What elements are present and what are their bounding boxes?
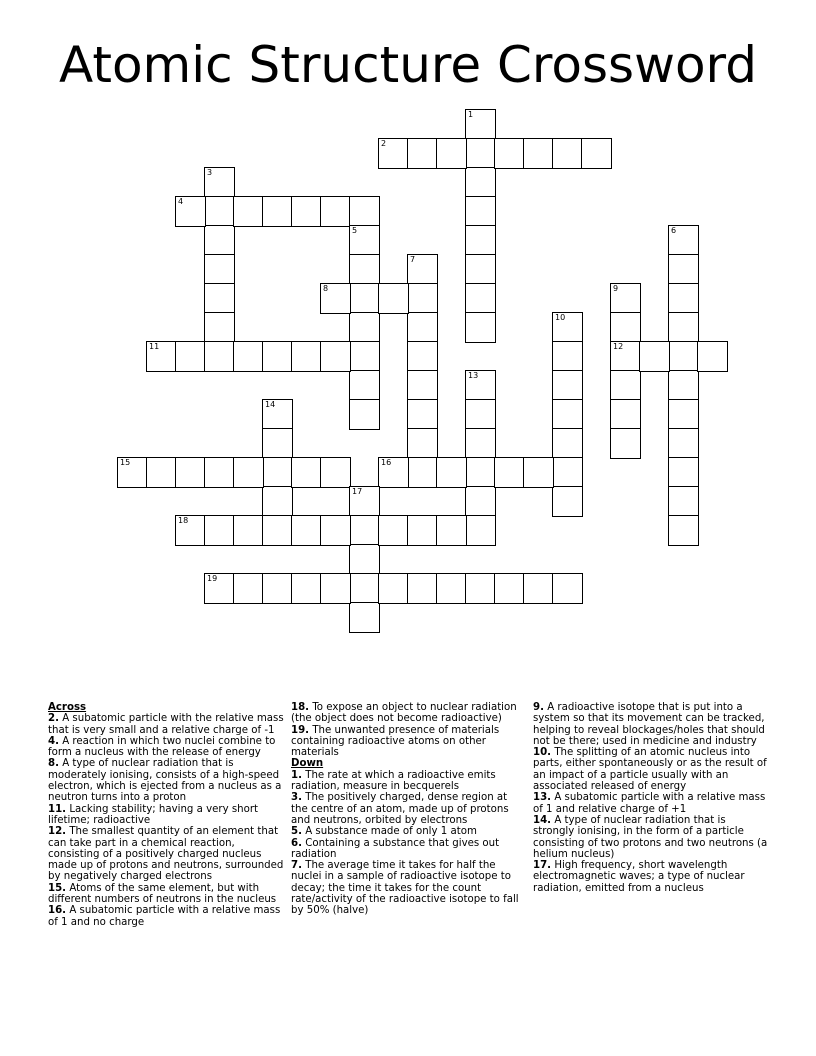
grid-cell[interactable] [668,457,699,488]
clue-item-number: 6. [291,837,302,849]
grid-cell[interactable] [204,283,235,314]
clue-item [291,702,527,725]
clue-number: 3 [207,168,213,177]
grid-cell[interactable] [233,515,264,546]
grid-cell[interactable] [465,138,496,169]
grid-cell[interactable] [668,486,699,517]
clue-item-number: 10. [533,747,552,759]
clue-number: 10 [555,313,566,322]
grid-cell[interactable] [320,283,351,314]
clue-item [533,747,769,792]
grid-cell[interactable] [407,370,438,401]
across-clue-list-continued [291,702,527,758]
grid-cell[interactable] [436,515,467,546]
grid-cell[interactable] [407,428,438,459]
grid-cell[interactable] [262,341,293,372]
grid-cell[interactable] [233,196,264,227]
grid-cell[interactable] [349,544,380,575]
clue-item-text: A subatomic particle with a relative mass of 1 and relative charge of +1 [533,792,766,815]
clue-number: 17 [352,487,363,496]
clue-item-number: 15. [48,882,67,894]
grid-cell[interactable] [204,225,235,256]
clue-item [291,770,527,793]
grid-cell[interactable] [465,428,496,459]
clue-item-number: 5. [291,826,302,838]
clue-number: 5 [352,226,358,235]
clue-number: 1 [468,110,474,119]
clue-item-text: The positively charged, dense region at the centre of an atom, made up of protons and neutrons, orbited by electrons [291,792,509,826]
grid-cell[interactable] [146,341,177,372]
clue-item [48,736,284,759]
grid-cell[interactable] [610,399,641,430]
down-clue-list [291,770,527,917]
clue-item [533,860,769,894]
grid-cell[interactable] [668,515,699,546]
clue-item [291,826,527,837]
grid-cell[interactable] [668,312,699,343]
grid-cell[interactable] [465,573,496,604]
grid-cell[interactable] [175,341,206,372]
grid-cell[interactable] [262,457,293,488]
clue-item-text: Lacking stability; having a very short lifetime; radioactive [48,803,259,826]
grid-cell[interactable] [291,515,322,546]
clue-item [48,905,284,928]
grid-cell[interactable] [581,138,612,169]
grid-cell[interactable] [465,486,496,517]
grid-cell[interactable] [204,167,235,198]
grid-cell[interactable] [175,196,206,227]
clue-item-number: 9. [533,702,544,713]
clue-item-text: A substance made of only 1 atom [305,826,477,838]
clue-item [291,838,527,861]
clue-item [291,792,527,826]
clue-item-text: Containing a substance that gives out radiation [291,837,500,860]
grid-cell[interactable] [349,283,380,314]
grid-cell[interactable] [349,602,380,633]
grid-cell[interactable] [552,138,583,169]
clue-number: 7 [410,255,416,264]
grid-cell[interactable] [668,428,699,459]
clue-number: 8 [323,284,329,293]
clue-item-text: The average time it takes for half the nuclei in a sample of radioactive isotope to decay; the time it takes for the count rate/activity of the radioactive isotope to fall by 50% (halve) [291,860,519,917]
grid-cell[interactable] [262,196,293,227]
grid-cell[interactable] [378,573,409,604]
grid-cell[interactable] [291,341,322,372]
grid-cell[interactable] [117,457,148,488]
clue-item [48,883,284,906]
grid-cell[interactable] [465,167,496,198]
clue-column-1 [48,702,284,928]
grid-cell[interactable] [262,486,293,517]
grid-cell[interactable] [349,254,380,285]
grid-cell[interactable] [378,283,409,314]
clue-item-text: A radioactive isotope that is put into a system so that its movement can be tracked, helping to reveal blockages/holes that should not be there; used in medicine and industry [533,702,765,747]
grid-cell[interactable] [233,573,264,604]
grid-cell[interactable] [407,399,438,430]
grid-cell[interactable] [291,196,322,227]
clue-item-number: 14. [533,814,552,826]
grid-cell[interactable] [262,573,293,604]
clue-item-number: 1. [291,769,302,781]
grid-cell[interactable] [146,457,177,488]
clue-column-2 [291,702,527,917]
clue-item-text: Atoms of the same element, but with different numbers of neutrons in the nucleus [48,882,277,906]
grid-cell[interactable] [320,341,351,372]
clue-number: 19 [207,574,218,583]
grid-cell[interactable] [610,283,641,314]
grid-cell[interactable] [349,399,380,430]
clue-item-number: 19. [291,724,310,736]
across-clue-list [48,713,284,928]
grid-cell[interactable] [407,283,438,314]
grid-cell[interactable] [465,399,496,430]
grid-cell[interactable] [407,312,438,343]
grid-cell[interactable] [204,196,235,227]
grid-cell[interactable] [175,515,206,546]
clue-item [48,804,284,827]
grid-cell[interactable] [320,196,351,227]
grid-cell[interactable] [349,370,380,401]
clue-number: 9 [613,284,619,293]
grid-cell[interactable] [407,515,438,546]
grid-cell[interactable] [407,573,438,604]
grid-cell[interactable] [204,515,235,546]
grid-cell[interactable] [668,254,699,285]
grid-cell[interactable] [262,515,293,546]
grid-cell[interactable] [697,341,728,372]
clue-item-number: 3. [291,792,302,804]
grid-cell[interactable] [233,341,264,372]
page-title: Atomic Structure Crossword [59,36,757,94]
grid-cell[interactable] [668,225,699,256]
clue-number: 14 [265,400,276,409]
grid-cell[interactable] [552,457,583,488]
grid-cell[interactable] [436,457,467,488]
clue-item [291,725,527,759]
across-heading: Across [48,702,87,713]
grid-cell[interactable] [436,573,467,604]
clue-number: 2 [381,139,387,148]
grid-cell[interactable] [320,573,351,604]
grid-cell[interactable] [465,312,496,343]
grid-cell[interactable] [610,370,641,401]
grid-cell[interactable] [349,486,380,517]
grid-cell[interactable] [465,515,496,546]
grid-cell[interactable] [552,428,583,459]
grid-cell[interactable] [407,457,438,488]
grid-cell[interactable] [378,515,409,546]
clue-item [48,713,284,736]
grid-cell[interactable] [668,283,699,314]
clue-item-text: A type of nuclear radiation that is moderately ionising, consists of a high-speed electron, which is ejected from a nucleus as a neutron turns into a proton [48,758,282,804]
clue-number: 16 [381,458,392,467]
clue-item-text: High frequency, short wavelength electromagnetic waves; a type of nuclear radiation, emitted from a nucleus [533,860,745,894]
grid-cell[interactable] [494,573,525,604]
clue-number: 13 [468,371,479,380]
clue-item [48,758,284,803]
grid-cell[interactable] [233,457,264,488]
grid-cell[interactable] [523,573,554,604]
grid-cell[interactable] [378,457,409,488]
grid-cell[interactable] [175,457,206,488]
grid-cell[interactable] [639,341,670,372]
clue-item-number: 2. [48,713,59,725]
clue-item [533,815,769,860]
clue-item-text: To expose an object to nuclear radiation (the object does not become radioactive) [291,702,517,725]
clue-item-text: A reaction in which two nuclei combine to form a nucleus with the release of energy [48,735,276,759]
clue-item-number: 11. [48,803,67,815]
grid-cell[interactable] [523,138,554,169]
clue-column-3 [533,702,769,894]
clue-item-number: 7. [291,860,302,872]
clue-item-text: The splitting of an atomic nucleus into parts, either spontaneously or as the result of an impact of a particle usually with an associated released of energy [533,747,767,793]
clue-number: 6 [671,226,677,235]
grid-cell[interactable] [349,225,380,256]
grid-cell[interactable] [262,399,293,430]
grid-cell[interactable] [523,457,554,488]
grid-cell[interactable] [204,312,235,343]
grid-cell[interactable] [552,573,583,604]
grid-cell[interactable] [465,283,496,314]
grid-cell[interactable] [494,457,525,488]
clue-item [533,702,769,747]
clue-item-number: 17. [533,860,552,872]
grid-cell[interactable] [262,428,293,459]
grid-cell[interactable] [465,254,496,285]
clue-item-number: 12. [48,826,67,838]
clue-item [48,826,284,882]
down-clue-list-continued [533,702,769,894]
grid-cell[interactable] [494,138,525,169]
grid-cell[interactable] [552,370,583,401]
grid-cell[interactable] [552,399,583,430]
grid-cell[interactable] [407,254,438,285]
grid-cell[interactable] [291,457,322,488]
grid-cell[interactable] [291,573,322,604]
grid-cell[interactable] [349,341,380,372]
clue-item-text: The unwanted presence of materials containing radioactive atoms on other materials [291,724,500,759]
grid-cell[interactable] [204,457,235,488]
grid-cell[interactable] [465,196,496,227]
grid-cell[interactable] [668,370,699,401]
grid-cell[interactable] [204,254,235,285]
down-heading: Down [291,758,324,770]
grid-cell[interactable] [465,457,496,488]
clue-number: 12 [613,342,624,351]
clue-item-number: 8. [48,758,59,770]
grid-cell[interactable] [349,312,380,343]
clue-item-text: The smallest quantity of an element that can take part in a chemical reaction, consisting of a positively charged nucleus made up of protons and neutrons, surrounded by negatively charged electrons [48,826,284,883]
grid-cell[interactable] [465,370,496,401]
grid-cell[interactable] [610,428,641,459]
grid-cell[interactable] [552,312,583,343]
grid-cell[interactable] [349,573,380,604]
grid-cell[interactable] [610,341,641,372]
grid-cell[interactable] [320,515,351,546]
clue-item-number: 18. [291,702,310,713]
grid-cell[interactable] [552,486,583,517]
clue-item-text: A type of nuclear radiation that is strongly ionising, in the form of a particle consisting of two protons and two neutrons (a helium nucleus) [533,814,768,860]
grid-cell[interactable] [465,225,496,256]
grid-cell[interactable] [465,109,496,140]
clue-item-text: A subatomic particle with the relative mass that is very small and a relative charge of -1 [48,713,284,736]
clue-item-number: 4. [48,735,59,747]
grid-cell[interactable] [407,341,438,372]
grid-cell[interactable] [349,196,380,227]
clue-number: 11 [149,342,160,351]
clue-item-text: A subatomic particle with a relative mass of 1 and no charge [48,905,281,928]
grid-cell[interactable] [436,138,467,169]
grid-cell[interactable] [668,399,699,430]
grid-cell[interactable] [407,138,438,169]
clue-number: 4 [178,197,184,206]
grid-cell[interactable] [378,138,409,169]
grid-cell[interactable] [552,341,583,372]
grid-cell[interactable] [204,341,235,372]
grid-cell[interactable] [610,312,641,343]
clue-number: 18 [178,516,189,525]
clue-item-number: 13. [533,792,552,804]
grid-cell[interactable] [349,515,380,546]
grid-cell[interactable] [668,341,699,372]
clue-item-text: The rate at which a radioactive emits radiation, measure in becquerels [291,769,496,793]
clue-item [291,860,527,916]
clue-number: 15 [120,458,131,467]
clue-item-number: 16. [48,905,67,917]
clue-item [533,792,769,815]
grid-cell[interactable] [204,573,235,604]
grid-cell[interactable] [320,457,351,488]
